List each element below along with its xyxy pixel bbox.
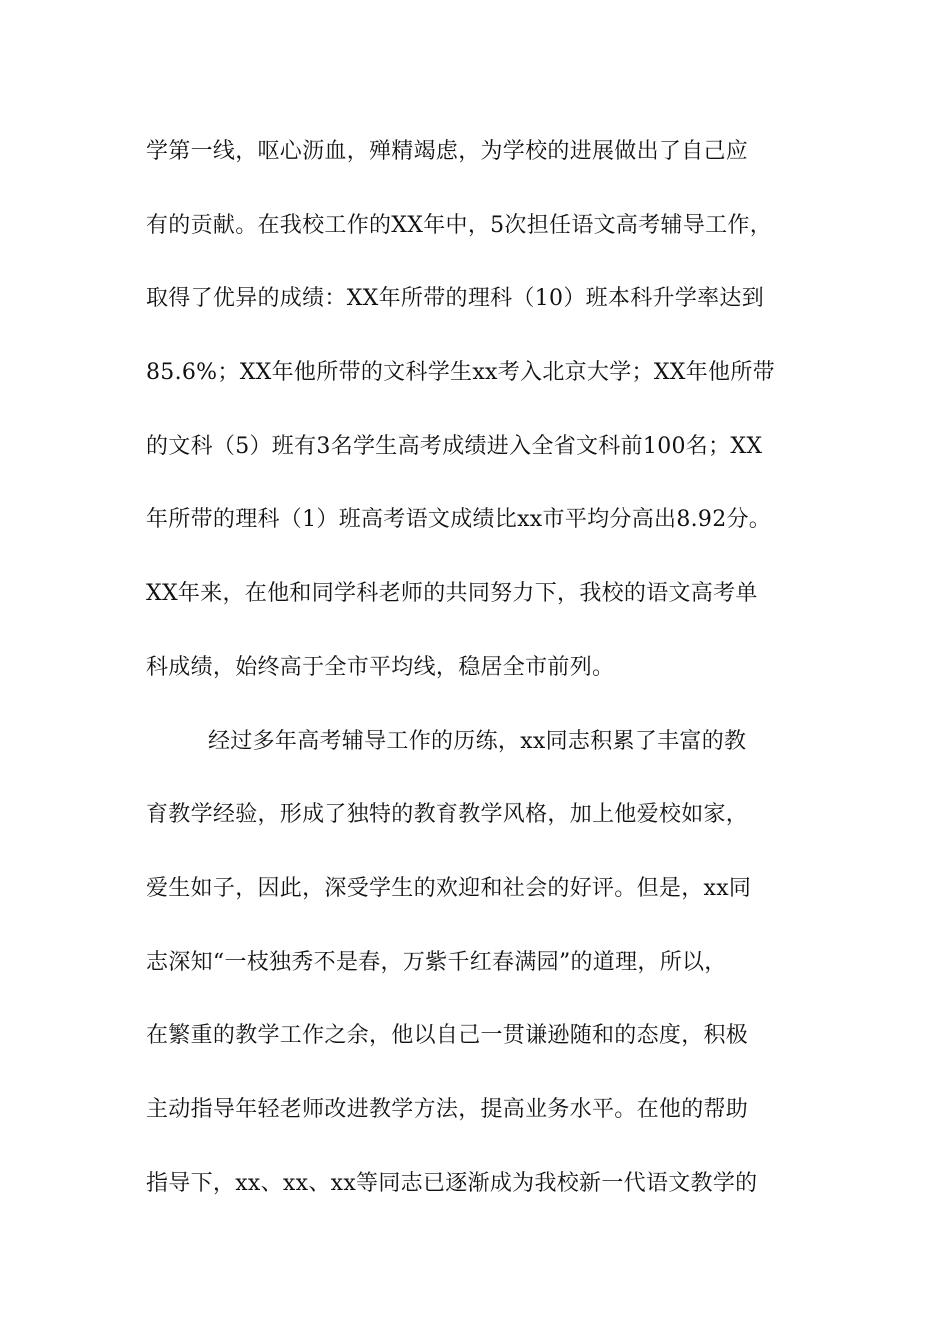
text-line: 年所带的理科（1）班高考语文成绩比xx市平均分高出8.92分。 bbox=[146, 507, 772, 533]
body-text bbox=[146, 128, 826, 1233]
text-line: 科成绩，始终高于全市平均线，稳居全市前列。 bbox=[146, 654, 615, 680]
text-line: 爱生如子，因此，深受学生的欢迎和社会的好评。但是，xx同 bbox=[146, 875, 752, 901]
text-line: 取得了优异的成绩：XX年所带的理科（10）班本科升学率达到 bbox=[146, 286, 765, 312]
text-line: 有的贡献。在我校工作的XX年中，5次担任语文高考辅导工作， bbox=[146, 212, 773, 238]
text-line: 育教学经验，形成了独特的教育教学风格，加上他爱校如家， bbox=[146, 802, 749, 828]
text-line: 主动指导年轻老师改进教学方法，提高业务水平。在他的帮助 bbox=[146, 1096, 749, 1122]
text-line: 85.6%；XX年他所带的文科学生xx考入北京大学；XX年他所带 bbox=[146, 360, 775, 386]
text-line: 学第一线，呕心沥血，殚精竭虑，为学校的进展做出了自己应 bbox=[146, 139, 749, 164]
text-line: 指导下，xx、xx、xx等同志已逐渐成为我校新一代语文教学的 bbox=[146, 1170, 758, 1196]
text-line: XX年来，在他和同学科老师的共同努力下，我校的语文高考单 bbox=[146, 581, 758, 607]
paragraph-first-line: 经过多年高考辅导工作的历练，xx同志积累了丰富的教 bbox=[208, 728, 747, 754]
text-line: 志深知“一枝独秀不是春，万紫千红春满园”的道理，所以， bbox=[146, 949, 727, 975]
text-line: 的文科（5）班有3名学生高考成绩进入全省文科前100名；XX bbox=[146, 433, 763, 459]
text-line: 在繁重的教学工作之余，他以自己一贯谦逊随和的态度，积极 bbox=[146, 1023, 749, 1049]
